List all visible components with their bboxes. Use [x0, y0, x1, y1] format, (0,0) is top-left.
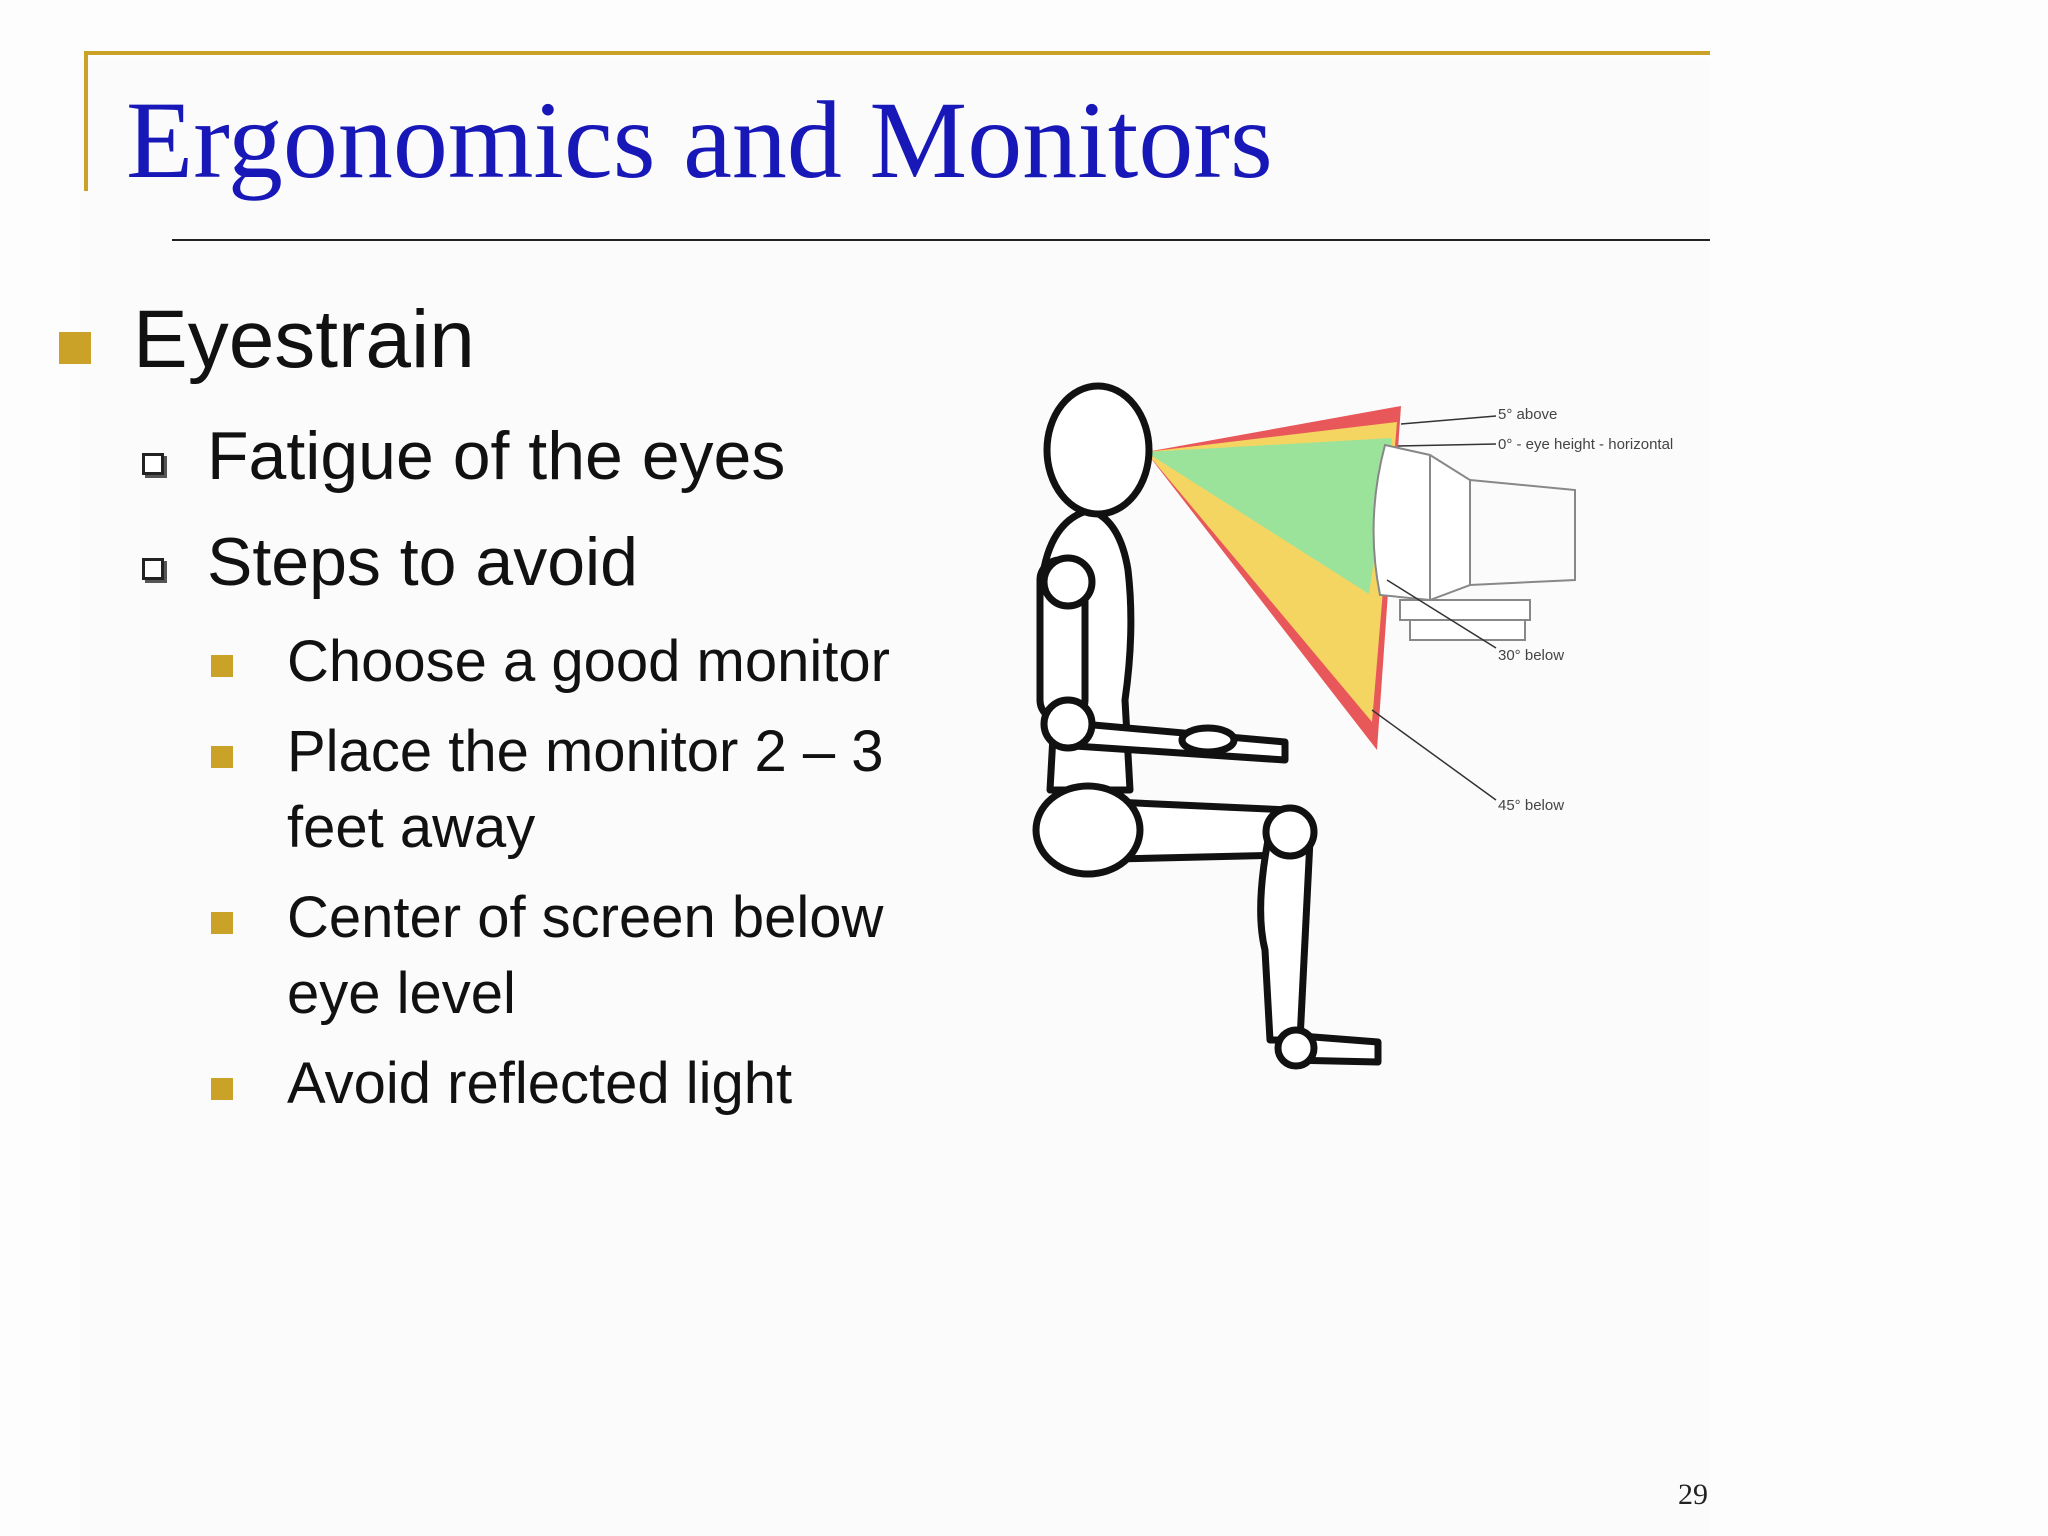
bullet-level2-icon — [142, 453, 164, 475]
bullet-level3-text: Center of screen below — [287, 885, 884, 950]
ergonomics-figure — [1000, 370, 1700, 1070]
bullet-level3-text: Place the monitor 2 – 3 — [287, 719, 884, 784]
label-30-below: 30° below — [1498, 647, 1565, 664]
bullet-level2-icon — [142, 558, 164, 580]
bullet-level1-icon — [59, 332, 91, 364]
bullet-level3-icon — [211, 655, 233, 677]
bullet-level3-text: Avoid reflected light — [287, 1051, 793, 1116]
monitor-icon — [1374, 445, 1575, 640]
label-0-horizontal: 0° - eye height - horizontal — [1498, 436, 1674, 453]
title-left-rule — [84, 51, 88, 191]
bullet-level3-text: Choose a good monitor — [287, 629, 890, 694]
slide-title: Ergonomics and Monitors — [126, 79, 1273, 201]
bullet-level3-icon — [211, 912, 233, 934]
bullet-level3-text: feet away — [287, 795, 536, 860]
bullet-level2-text: Fatigue of the eyes — [207, 418, 786, 494]
bullet-level2-text: Steps to avoid — [207, 524, 638, 600]
page-number: 29 — [1678, 1478, 1708, 1511]
bullet-level3-text: eye level — [287, 961, 516, 1026]
bullet-level1-text: Eyestrain — [133, 294, 475, 385]
title-top-rule — [84, 51, 1710, 55]
label-45-below: 45° below — [1498, 797, 1565, 814]
bullet-level3-icon — [211, 1078, 233, 1100]
label-5-above: 5° above — [1498, 406, 1558, 423]
title-underline — [172, 239, 1710, 241]
bullet-level3-icon — [211, 746, 233, 768]
